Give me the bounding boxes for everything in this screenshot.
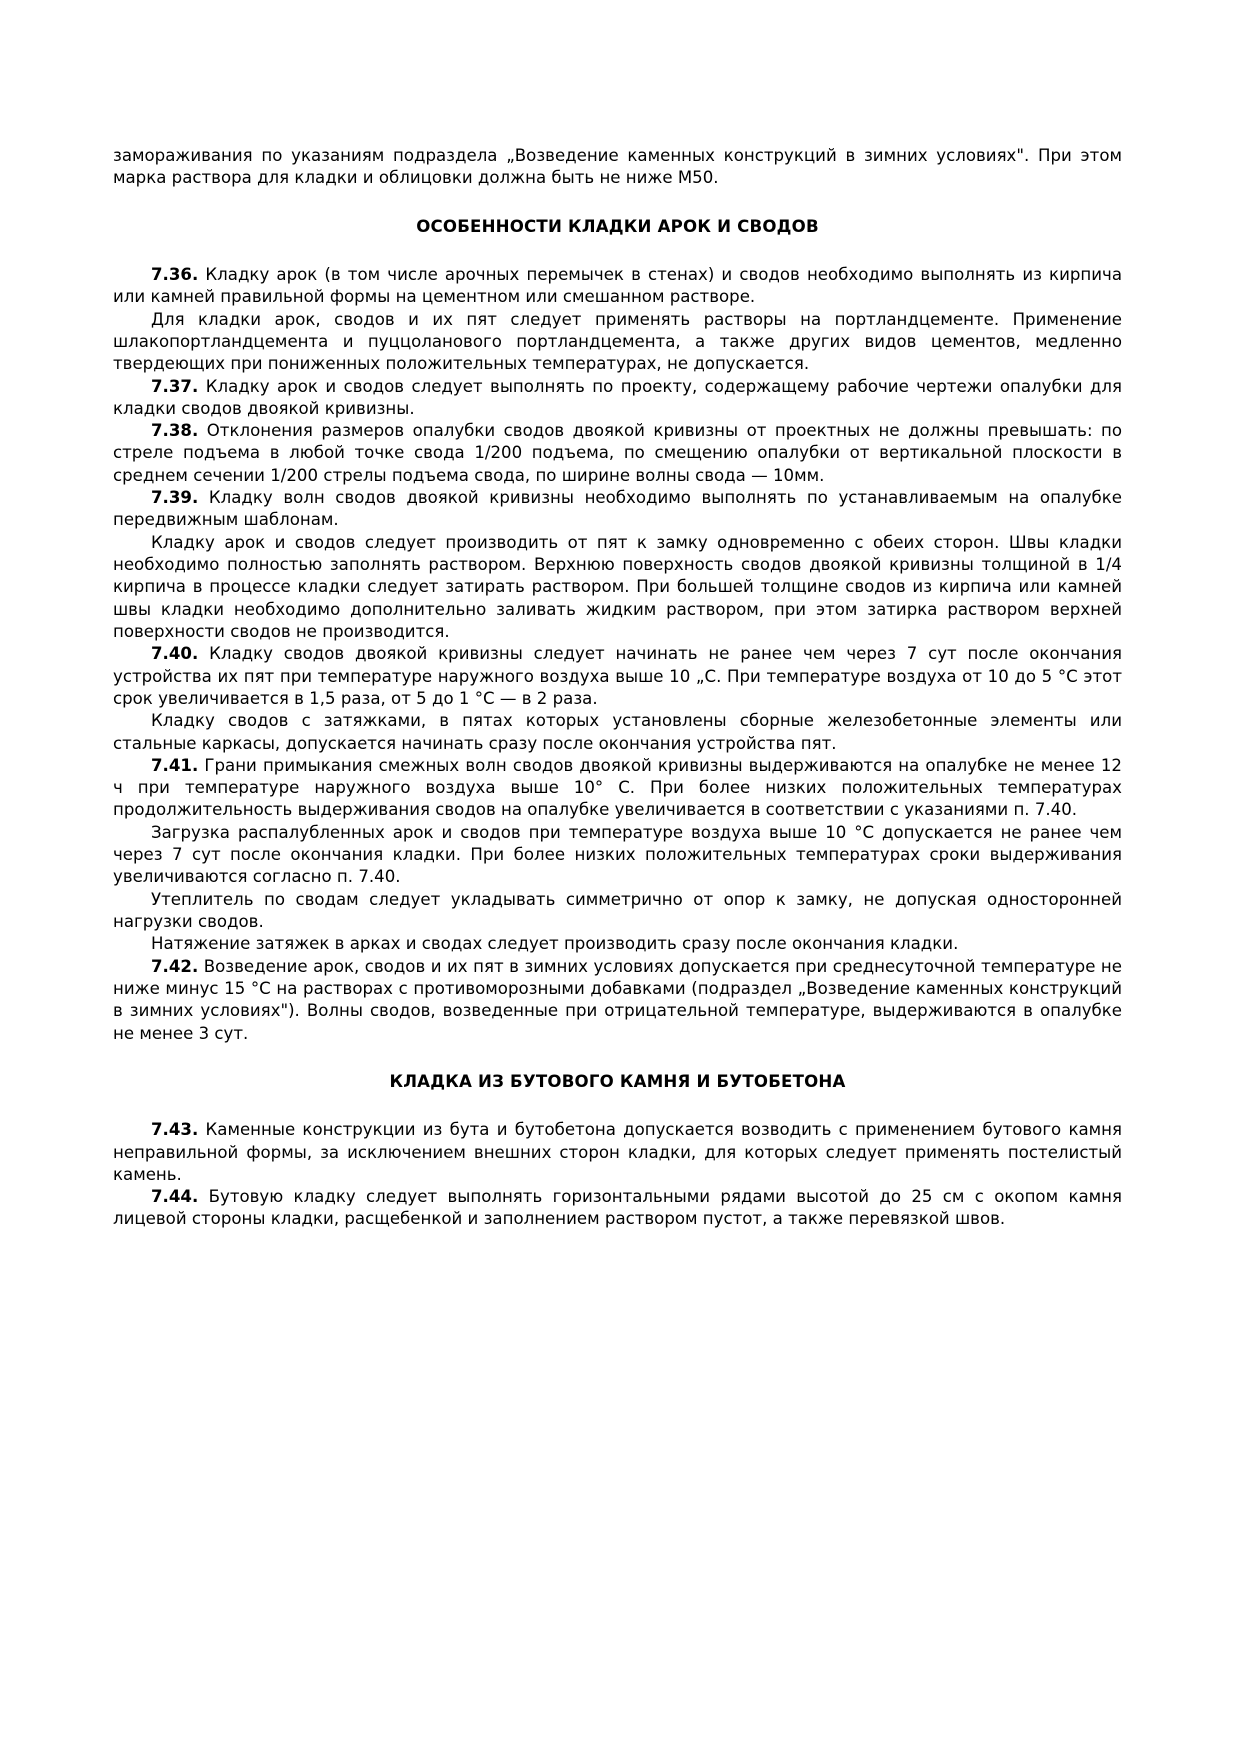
section-heading: ОСОБЕННОСТИ КЛАДКИ АРОК И СВОДОВ (416, 216, 819, 236)
spacer (113, 190, 1122, 216)
paragraph (113, 145, 1122, 190)
paragraph (113, 532, 1122, 644)
paragraph (113, 755, 1122, 822)
paragraph-text: Кладку арок и сводов следует производить от пят к замку одновременно с обеих сторон. Швы кладки необходимо полностью заполнять раствором. Верхнюю поверхность сводов двоякой кривизны толщиной в 1/4 кирпича в процессе кладки следует затирать раствором. При большей толщине сводов из кирпича или камней швы кладки необходимо дополнительно заливать жидким раствором, при этом затирка раствором верхней поверхности сводов не производится. (113, 532, 1122, 641)
paragraph-text: Кладку сводов с затяжками, в пятах которых установлены сборные железобетонные элементы или стальные каркасы, допускается начинать сразу после окончания устройства пят. (113, 711, 1122, 753)
paragraph-text: Возведение арок, сводов и их пят в зимних условиях допускается при среднесуточной температуре не ниже минус 15 °С на растворах с противоморозными добавками (подраздел „Возведение каменных конструкций в зимних условиях"). Волны сводов, возведенные при отрицательной температуре, выдерживаются в опалубке не менее 3 сут. (113, 956, 1122, 1043)
section-heading: КЛАДКА ИЗ БУТОВОГО КАМНЯ И БУТОБЕТОНА (389, 1071, 846, 1091)
paragraph (113, 309, 1122, 376)
paragraph-text: Натяжение затяжек в арках и сводах следует производить сразу после окончания кладки. (151, 934, 959, 954)
paragraph-text: Загрузка распалубленных арок и сводов при температуре воздуха выше 10 °С допускается не ранее чем через 7 сут после окончания кладки. При более низких положительных температурах сроки выдерживания увеличиваются согласно п. 7.40. (113, 822, 1122, 887)
paragraph (113, 889, 1122, 934)
clause-number: 7.37. (151, 376, 199, 396)
paragraph (113, 643, 1122, 710)
paragraph-text: Грани примыкания смежных волн сводов двоякой кривизны выдерживаются на опалубке не менее 12 ч при температуре наружного воздуха выше 10° С. При более низких положительных температурах продолжительность выдерживания сводов на опалубке увеличивается в соответствии с указаниями п. 7.40. (113, 755, 1122, 820)
clause-number: 7.39. (151, 488, 199, 508)
paragraph-text: Кладку арок (в том числе арочных перемычек в стенах) и сводов необходимо выполнять из кирпича или камней правильной формы на цементном или смешанном растворе. (113, 264, 1123, 307)
clause-number: 7.43. (151, 1120, 199, 1140)
paragraph (113, 420, 1122, 487)
clause-number: 7.40. (151, 644, 199, 664)
paragraph-text: Отклонения размеров опалубки сводов двоякой кривизны от проектных не должны превышать: по стреле подъема в любой точке свода 1/200 подъема, по смещению опалубки от вертикальной плоскости в среднем сечении 1/200 стрелы подъема свода, по ширине волны свода — 10мм. (113, 421, 1122, 485)
paragraph-text: Кладку сводов двоякой кривизны следует начинать не ранее чем через 7 сут после окончания устройства их пят при температуре наружного воздуха выше 10 „С. При температуре воздуха от 10 до 5 °С этот срок увеличивается в 1,5 раза, от 5 до 1 °С — в 2 раза. (113, 644, 1122, 708)
paragraph-text: Бутовую кладку следует выполнять горизонтальными рядами высотой до 25 см с окопом камня лицевой стороны кладки, расщебенкой и заполнением раствором пустот, а также перевязкой швов. (113, 1187, 1122, 1229)
clause-number: 7.44. (151, 1187, 199, 1207)
paragraph (113, 1186, 1122, 1231)
spacer (113, 238, 1122, 264)
paragraph (113, 264, 1122, 309)
document-body (113, 145, 1122, 1231)
spacer (113, 1045, 1122, 1071)
clause-number: 7.36. (151, 264, 199, 284)
spacer (113, 1093, 1122, 1119)
paragraph-text: Утеплитель по сводам следует укладывать симметрично от опор к замку, не допуская односторонней нагрузки сводов. (113, 889, 1122, 931)
clause-number: 7.38. (151, 421, 199, 441)
paragraph (113, 956, 1122, 1045)
clause-number: 7.42. (151, 956, 199, 976)
paragraph (113, 487, 1122, 532)
clause-number: 7.41. (151, 755, 199, 775)
paragraph (113, 376, 1122, 421)
paragraph (113, 1119, 1122, 1186)
paragraph-text: Кладку волн сводов двоякой кривизны необходимо выполнять по устанавливаемым на опалубке передвижным шаблонам. (113, 488, 1122, 530)
paragraph (113, 710, 1122, 755)
paragraph-text: Для кладки арок, сводов и их пят следует применять растворы на портландцементе. Применение шлакопортландцемента и пуццоланового портландцемента, а также других видов цементов, медленно твердеющих при пониженных положительных температурах, не допускается. (113, 309, 1122, 374)
paragraph-text: Каменные конструкции из бута и бутобетона допускается возводить с применением бутового камня неправильной формы, за исключением внешних сторон кладки, для которых следует применять постелистый камень. (113, 1120, 1122, 1184)
paragraph-text: замораживания по указаниям подраздела „Возведение каменных конструкций в зимних условиях". При этом марка раствора для кладки и облицовки должна быть не ниже М50. (113, 146, 1122, 188)
paragraph (113, 933, 1122, 955)
paragraph-text: Кладку арок и сводов следует выполнять по проекту, содержащему рабочие чертежи опалубки для кладки сводов двоякой кривизны. (113, 376, 1122, 418)
paragraph (113, 822, 1122, 889)
